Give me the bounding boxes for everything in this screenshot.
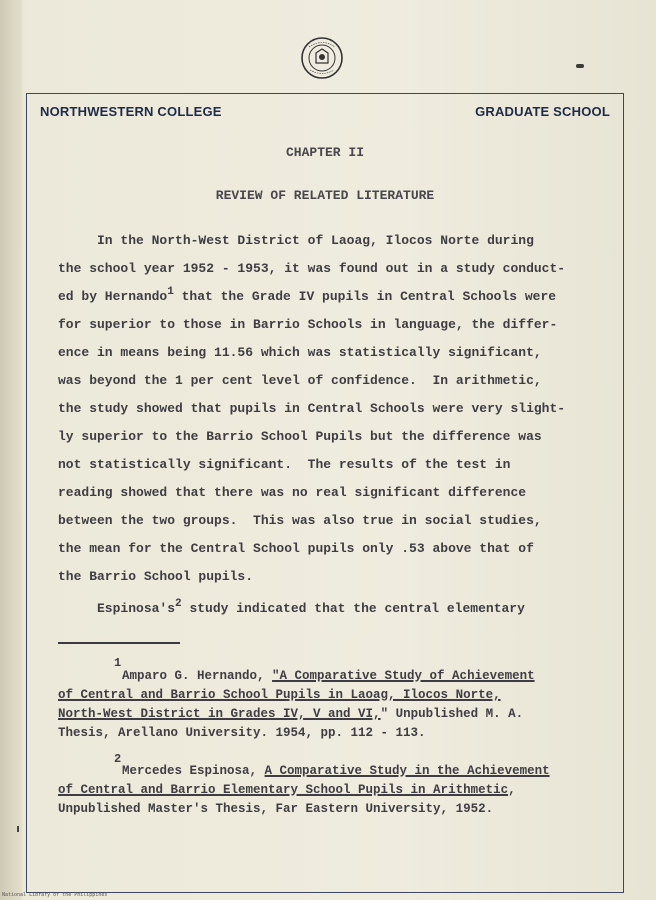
footnote-title: A Comparative Study in the Achievement — [264, 764, 550, 778]
footnote-line — [122, 669, 535, 683]
body-line: between the two groups. This was also true in social studies, — [58, 513, 542, 528]
body-line-text: Espinosa's — [58, 601, 176, 616]
header-school: GRADUATE SCHOOL — [475, 104, 610, 119]
footnote-author: Mercedes Espinosa, — [122, 764, 265, 778]
footnote-rule — [58, 642, 180, 644]
ink-mark — [576, 64, 584, 68]
footnote-line: Unpublished Master's Thesis, Far Eastern University, 1952. — [58, 802, 494, 816]
header-college: NORTHWESTERN COLLEGE — [40, 104, 222, 119]
footnote-ref: 1 — [167, 286, 174, 298]
binding-edge — [0, 0, 22, 900]
college-seal — [300, 36, 344, 80]
body-line: In the North-West District of Laoag, Ilocos Norte during — [58, 233, 534, 248]
footnote-text: , — [508, 783, 516, 797]
footnote-title: of Central and Barrio Elementary School Pupils in Arithmetic — [58, 783, 509, 797]
body-line: the mean for the Central School pupils only .53 above that of — [58, 541, 534, 556]
body-line: for superior to those in Barrio Schools in language, the differ- — [58, 317, 558, 332]
body-line: ly superior to the Barrio School Pupils but the difference was — [58, 429, 542, 444]
body-line: the school year 1952 - 1953, it was found out in a study conduct- — [58, 261, 566, 276]
footnote-number: 2 — [114, 752, 122, 766]
footnote-title: North-West District in Grades IV, V and VI, — [58, 707, 381, 721]
footnote-line — [122, 764, 550, 778]
body-line: ence in means being 11.56 which was statistically significant, — [58, 345, 542, 360]
body-line: not statistically significant. The results of the test in — [58, 457, 511, 472]
footnote-ref: 2 — [175, 598, 182, 610]
body-line-text: ed by Hernando — [58, 289, 168, 304]
footnote-text: " Unpublished M. A. — [380, 707, 524, 721]
body-line: was beyond the 1 per cent level of confidence. In arithmetic, — [58, 373, 542, 388]
body-line: the study showed that pupils in Central Schools were very slight- — [58, 401, 566, 416]
body-line: the Barrio School pupils. — [58, 569, 254, 584]
footnote-author: Amparo G. Hernando, — [122, 669, 273, 683]
chapter-heading: CHAPTER II — [285, 145, 364, 160]
footnote-number: 1 — [114, 656, 122, 670]
body-line — [58, 598, 525, 616]
body-line: reading showed that there was no real significant difference — [58, 485, 527, 500]
archive-caption: National Library of the Philippines — [2, 892, 108, 898]
footnote-title: of Central and Barrio School Pupils in Laoag, Ilocos Norte, — [58, 688, 501, 702]
footnote-line — [58, 688, 501, 702]
body-line — [58, 286, 557, 304]
footnote-line — [58, 707, 523, 721]
footnote-line: Thesis, Arellano University. 1954, pp. 112 - 113. — [58, 726, 426, 740]
body-line-text: that the Grade IV pupils in Central Schools were — [173, 289, 557, 304]
margin-mark — [17, 826, 19, 832]
footnote-title: "A Comparative Study of Achievement — [272, 669, 535, 683]
footnote-line — [58, 783, 516, 797]
section-heading: REVIEW OF RELATED LITERATURE — [215, 188, 435, 203]
body-line-text: study indicated that the central elementary — [181, 601, 525, 616]
